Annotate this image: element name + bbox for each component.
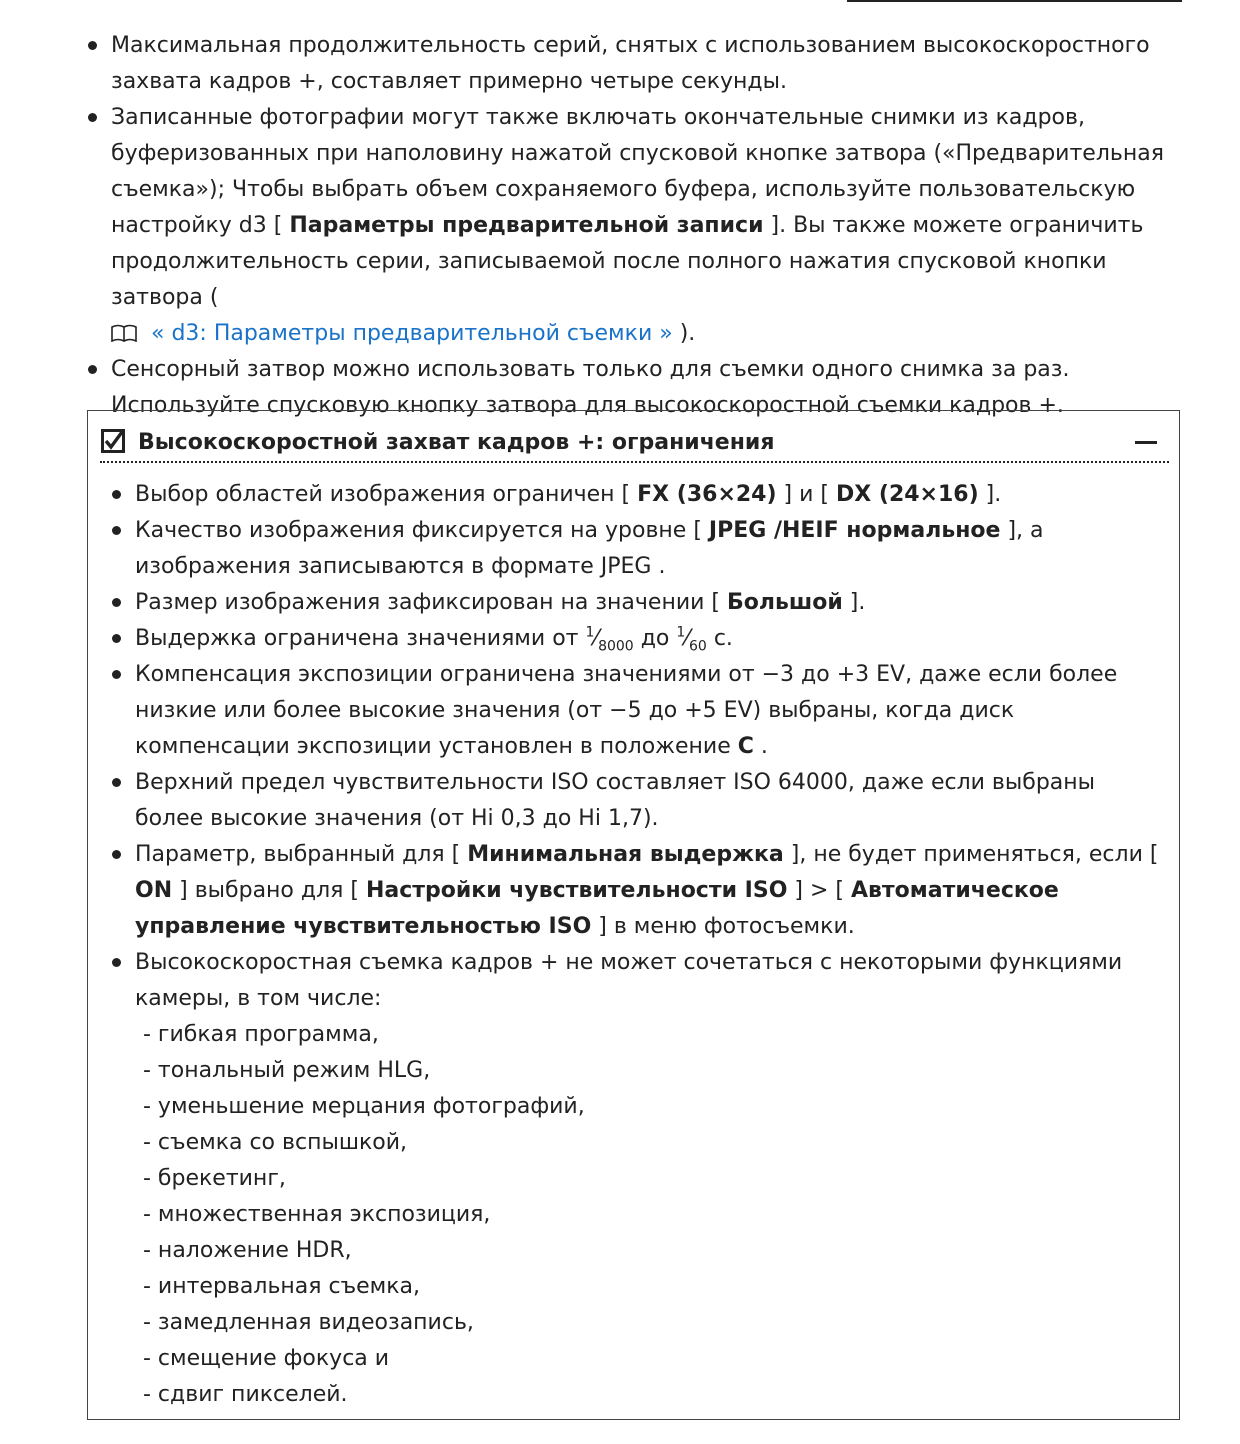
sub-list-item: - смещение фокуса и <box>143 1346 390 1371</box>
check-box-icon <box>101 429 125 453</box>
list-item: Максимальная продолжительность серий, снятых с использованием высокоскоростного захвата кадров +, составляет примерно четыре секунды. <box>88 28 1188 100</box>
minus-icon[interactable] <box>1135 441 1157 444</box>
book-icon <box>111 324 137 342</box>
sub-list-item: - брекетинг, <box>143 1166 286 1191</box>
list-item: Выдержка ограничена значениями от $^1⁄_{8000}$ до $^1⁄_{60}$ с. <box>112 621 1162 657</box>
sub-list-item: - множественная экспозиция, <box>143 1202 491 1227</box>
note-title: Высокоскоростной захват кадров +: ограничения <box>138 430 775 455</box>
note-header[interactable] <box>100 425 1169 463</box>
note-list <box>112 477 1162 1413</box>
note-box <box>87 410 1180 1420</box>
list-item: Размер изображения зафиксирован на значении [ Большой ]. <box>112 585 1162 621</box>
sub-list-item: - замедленная видеозапись, <box>143 1310 474 1335</box>
sub-list-item: - сдвиг пикселей. <box>143 1382 348 1407</box>
list-item: Высокоскоростная съемка кадров + не может сочетаться с некоторыми функциями камеры, в том числе: - гибкая программа, - тональный режим HLG, - уменьшение мерцания фотографий, - съемка со вспышкой, - брекетинг, - множественная экспозиция, - наложение HDR, - интервальная съемка, - замедленная видеозапись, - смещение фокуса и - сдвиг пикселей. <box>112 945 1162 1413</box>
sub-list-item: - тональный режим HLG, <box>143 1058 431 1083</box>
list-item: Параметр, выбранный для [ Минимальная выдержка ], не будет применяться, если [ ON ] выбрано для [ Настройки чувствительности ISO ] > [ Автоматическое управление чувствительностью ISO ] в меню фотосъемки. <box>112 837 1162 945</box>
xref-link-d3[interactable]: « d3: Параметры предварительной съемки » <box>151 321 673 346</box>
fraction: $^1⁄_{60}$ <box>676 624 707 655</box>
sub-list <box>135 1017 1162 1413</box>
intro-list <box>88 28 1188 424</box>
list-item: Сенсорный затвор можно использовать только для съемки одного снимка за раз. Используйте спусковую кнопку затвора для высокоскоростной съемки кадров +. <box>88 352 1188 424</box>
list-item: Качество изображения фиксируется на уровне [ JPEG /HEIF нормальное ], а изображения записываются в формате JPEG . <box>112 513 1162 585</box>
list-item: Записанные фотографии могут также включать окончательные снимки из кадров, буферизованных при наполовину нажатой спусковой кнопке затвора («Предварительная съемка»); Чтобы выбрать объем сохраняемого буфера, используйте пользовательскую настройку d3 [ Параметры предварительной записи ]. Вы также можете ограничить продолжительность серии, записываемой после полного нажатия спусковой кнопки затвора ( « d3: Параметры предварительной съемки » ). <box>88 100 1188 352</box>
sub-list-item: - съемка со вспышкой, <box>143 1130 407 1155</box>
sub-list-item: - интервальная съемка, <box>143 1274 421 1299</box>
list-item: Компенсация экспозиции ограничена значениями от −3 до +3 EV, даже если более низкие или более высокие значения (от −5 до +5 EV) выбраны, когда диск компенсации экспозиции установлен в положение C . <box>112 657 1162 765</box>
top-divider <box>847 0 1182 2</box>
sub-list-item: - уменьшение мерцания фотографий, <box>143 1094 585 1119</box>
sub-list-item: - наложение HDR, <box>143 1238 352 1263</box>
fraction: $^1⁄_{8000}$ <box>585 624 634 655</box>
list-item: Верхний предел чувствительности ISO составляет ISO 64000, даже если выбраны более высокие значения (от Hi 0,3 до Hi 1,7). <box>112 765 1162 837</box>
sub-list-item: - гибкая программа, <box>143 1022 379 1047</box>
list-item: Выбор областей изображения ограничен [ FX (36×24) ] и [ DX (24×16) ]. <box>112 477 1162 513</box>
